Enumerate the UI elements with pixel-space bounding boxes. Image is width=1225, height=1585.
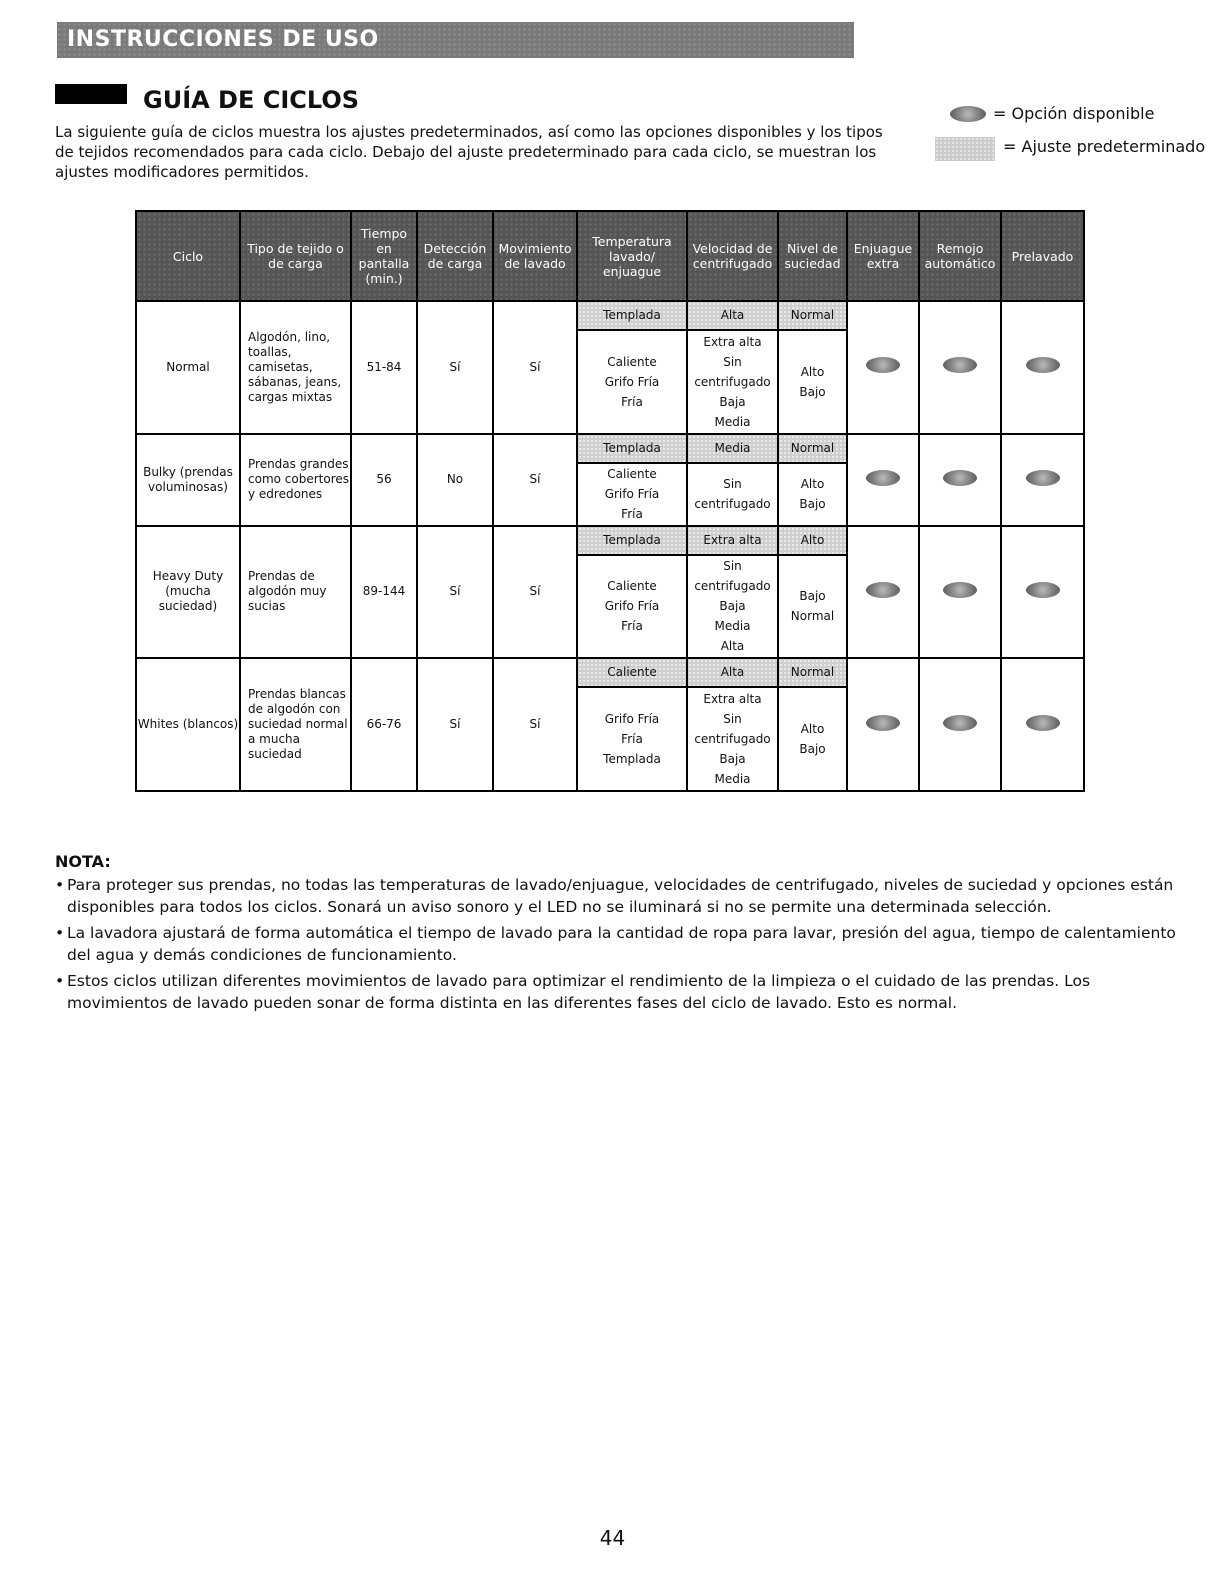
- option-line: Baja: [719, 599, 746, 614]
- option-line: Grifo Fría: [604, 712, 660, 727]
- cell-deteccion: No: [417, 434, 493, 526]
- cell-deteccion: Sí: [417, 526, 493, 659]
- option-line: Sin: [723, 354, 742, 369]
- default-velocidad: Alta: [687, 301, 778, 330]
- option-line: Normal: [790, 609, 835, 624]
- options-temperatura: [577, 687, 687, 791]
- option-line: Alto: [800, 722, 825, 737]
- default-temperatura: Caliente: [577, 658, 687, 687]
- cell-tipo: Prendas blancas de algodón con suciedad normal a mucha suciedad: [240, 658, 351, 791]
- cell-prelavado: [1001, 658, 1084, 791]
- options-nivel: [778, 463, 847, 526]
- option-line: Templada: [603, 752, 661, 767]
- option-line: Fría: [621, 732, 643, 747]
- available-option-icon: [943, 582, 977, 598]
- cell-ciclo: Whites (blancos): [136, 658, 240, 791]
- available-option-icon: [950, 106, 986, 122]
- header-enjuague: Enjuague extra: [847, 211, 919, 301]
- note-item: • Para proteger sus prendas, no todas las temperaturas de lavado/enjuague, velocidades de centrifugado, niveles de suciedad y opciones están disponibles para todos los ciclos. Sonará un aviso sonoro y el LED no se iluminará si no se permite una determinada selección.: [55, 874, 1190, 918]
- available-option-icon: [866, 470, 900, 486]
- default-nivel: Normal: [778, 301, 847, 330]
- option-line: Grifo Fría: [604, 487, 660, 502]
- options-temperatura: [577, 330, 687, 434]
- options-temperatura: [577, 555, 687, 659]
- option-line: centrifugado: [694, 497, 771, 512]
- options-nivel: [778, 555, 847, 659]
- option-line: Caliente: [607, 467, 657, 482]
- option-line: Alto: [800, 364, 825, 379]
- cell-tipo: Prendas grandes como cobertores y edredones: [240, 434, 351, 526]
- available-option-icon: [943, 357, 977, 373]
- option-line: Sin: [723, 477, 742, 492]
- cell-prelavado: [1001, 434, 1084, 526]
- option-line: Sin: [723, 559, 742, 574]
- intro-paragraph: La siguiente guía de ciclos muestra los ajustes predeterminados, así como las opciones disponibles y los tipos de tejidos recomendados para cada ciclo. Debajo del ajuste predeterminado para cada ciclo, se muestran los ajustes modificadores permitidos.: [55, 123, 883, 181]
- table-row: [136, 526, 1084, 555]
- option-line: Bajo: [799, 742, 826, 757]
- page-title: GUÍA DE CICLOS: [143, 86, 359, 114]
- legend-available-label: = Opción disponible: [993, 104, 1155, 123]
- legend-default-label: = Ajuste predeterminado: [1003, 137, 1206, 156]
- option-line: Fría: [621, 619, 643, 634]
- option-line: Baja: [719, 752, 746, 767]
- option-line: Fría: [621, 394, 643, 409]
- cell-prelavado: [1001, 301, 1084, 434]
- available-option-icon: [866, 582, 900, 598]
- options-nivel: [778, 330, 847, 434]
- cell-enjuague: [847, 526, 919, 659]
- table-row: [136, 301, 1084, 330]
- banner-title: INSTRUCCIONES DE USO: [67, 27, 379, 52]
- available-option-icon: [1026, 582, 1060, 598]
- default-velocidad: Extra alta: [687, 526, 778, 555]
- default-velocidad: Alta: [687, 658, 778, 687]
- cycle-guide-table: [135, 210, 1085, 792]
- cell-tipo: Algodón, lino, toallas, camisetas, sábanas, jeans, cargas mixtas: [240, 301, 351, 434]
- default-nivel: Normal: [778, 434, 847, 463]
- default-temperatura: Templada: [577, 301, 687, 330]
- options-velocidad: [687, 555, 778, 659]
- option-line: Caliente: [607, 579, 657, 594]
- cell-movimiento: Sí: [493, 658, 577, 791]
- table-row: [136, 658, 1084, 687]
- cell-movimiento: Sí: [493, 301, 577, 434]
- cell-tipo: Prendas de algodón muy sucias: [240, 526, 351, 659]
- option-line: Alto: [800, 477, 825, 492]
- header-remojo: Remojo automático: [919, 211, 1001, 301]
- header-velocidad: Velocidad de centrifugado: [687, 211, 778, 301]
- default-nivel: Alto: [778, 526, 847, 555]
- header-ciclo: Ciclo: [136, 211, 240, 301]
- cell-ciclo: Bulky (prendas voluminosas): [136, 434, 240, 526]
- cell-enjuague: [847, 301, 919, 434]
- option-line: Grifo Fría: [604, 599, 660, 614]
- available-option-icon: [943, 715, 977, 731]
- options-velocidad: [687, 687, 778, 791]
- heading-marker: [55, 84, 127, 104]
- option-line: Extra alta: [703, 334, 762, 349]
- available-option-icon: [1026, 715, 1060, 731]
- option-line: centrifugado: [694, 374, 771, 389]
- header-tiempo: Tiempo en pantalla (min.): [351, 211, 417, 301]
- option-line: Fría: [621, 507, 643, 522]
- option-line: Alta: [720, 639, 745, 654]
- cell-tiempo: 66-76: [351, 658, 417, 791]
- default-velocidad: Media: [687, 434, 778, 463]
- note-item: • La lavadora ajustará de forma automática el tiempo de lavado para la cantidad de ropa para lavar, presión del agua, tiempo de calentamiento del agua y demás condiciones de funcionamiento.: [55, 922, 1190, 966]
- cell-enjuague: [847, 434, 919, 526]
- option-line: Extra alta: [703, 692, 762, 707]
- header-temperatura: Temperatura lavado/ enjuague: [577, 211, 687, 301]
- cell-remojo: [919, 434, 1001, 526]
- option-line: Sin: [723, 712, 742, 727]
- cell-deteccion: Sí: [417, 301, 493, 434]
- available-option-icon: [866, 715, 900, 731]
- cell-enjuague: [847, 658, 919, 791]
- options-velocidad: [687, 463, 778, 526]
- option-line: Bajo: [799, 384, 826, 399]
- cell-deteccion: Sí: [417, 658, 493, 791]
- options-temperatura: [577, 463, 687, 526]
- section-banner: [57, 22, 854, 58]
- header-tipo: Tipo de tejido o de carga: [240, 211, 351, 301]
- available-option-icon: [1026, 470, 1060, 486]
- options-velocidad: [687, 330, 778, 434]
- cell-movimiento: Sí: [493, 526, 577, 659]
- cell-tiempo: 56: [351, 434, 417, 526]
- available-option-icon: [943, 470, 977, 486]
- cell-ciclo: Normal: [136, 301, 240, 434]
- cell-ciclo: Heavy Duty (mucha suciedad): [136, 526, 240, 659]
- option-line: Media: [714, 619, 751, 634]
- options-nivel: [778, 687, 847, 791]
- table-row: [136, 434, 1084, 463]
- notes-list: [55, 874, 1190, 1018]
- option-line: centrifugado: [694, 579, 771, 594]
- available-option-icon: [866, 357, 900, 373]
- header-deteccion: Detección de carga: [417, 211, 493, 301]
- header-prelavado: Prelavado: [1001, 211, 1084, 301]
- option-line: Bajo: [799, 589, 826, 604]
- cell-movimiento: Sí: [493, 434, 577, 526]
- default-setting-swatch: [935, 137, 995, 161]
- cell-remojo: [919, 301, 1001, 434]
- available-option-icon: [1026, 357, 1060, 373]
- option-line: Media: [714, 414, 751, 429]
- option-line: centrifugado: [694, 732, 771, 747]
- option-line: Caliente: [607, 354, 657, 369]
- default-temperatura: Templada: [577, 526, 687, 555]
- cell-tiempo: 51-84: [351, 301, 417, 434]
- default-temperatura: Templada: [577, 434, 687, 463]
- header-movimiento: Movimiento de lavado: [493, 211, 577, 301]
- default-nivel: Normal: [778, 658, 847, 687]
- header-nivel: Nivel de suciedad: [778, 211, 847, 301]
- note-title: NOTA:: [55, 852, 111, 871]
- option-line: Bajo: [799, 497, 826, 512]
- note-item: • Estos ciclos utilizan diferentes movimientos de lavado para optimizar el rendimiento de la limpieza o el cuidado de las prendas. Los movimientos de lavado pueden sonar de forma distinta en las diferentes fases del ciclo de lavado. Esto es normal.: [55, 970, 1190, 1014]
- cell-tiempo: 89-144: [351, 526, 417, 659]
- cell-prelavado: [1001, 526, 1084, 659]
- table-header-row: [136, 211, 1084, 301]
- cell-remojo: [919, 526, 1001, 659]
- option-line: Media: [714, 772, 751, 787]
- page-number: 44: [599, 1526, 626, 1550]
- option-line: Grifo Fría: [604, 374, 660, 389]
- cell-remojo: [919, 658, 1001, 791]
- option-line: Baja: [719, 394, 746, 409]
